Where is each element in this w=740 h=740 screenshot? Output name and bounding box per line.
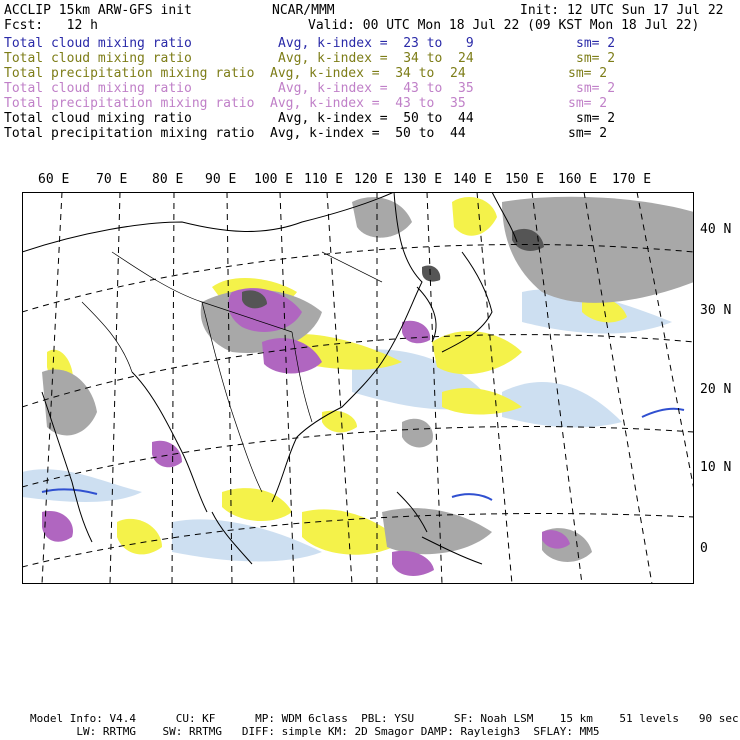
lat-label: 30 N xyxy=(700,303,732,318)
lon-label: 140 E xyxy=(453,172,493,187)
legend-field: Total precipitation mixing ratio xyxy=(4,96,255,111)
legend-field: Total cloud mixing ratio xyxy=(4,111,192,126)
lon-label: 170 E xyxy=(612,172,652,187)
legend-sm: sm= 2 xyxy=(568,126,608,141)
lon-label: 60 E xyxy=(38,172,70,187)
lat-label: 20 N xyxy=(700,382,732,397)
lon-label: 120 E xyxy=(354,172,394,187)
model-info-line1: Model Info: V4.4 CU: KF MP: WDM 6class PBL: YSU SF: Noah LSM 15 km 51 levels 90 sec xyxy=(30,712,739,725)
forecast-hour: Fcst: 12 h xyxy=(4,18,98,33)
lat-label: 0 xyxy=(700,541,708,556)
legend-sm: sm= 2 xyxy=(568,66,608,81)
legend-field: Total precipitation mixing ratio xyxy=(4,66,255,81)
center-label: NCAR/MMM xyxy=(272,3,335,18)
lon-label: 70 E xyxy=(96,172,128,187)
legend-avg: Avg, k-index = 23 to 9 xyxy=(278,36,474,51)
lon-label: 130 E xyxy=(403,172,443,187)
legend-sm: sm= 2 xyxy=(576,36,616,51)
legend-avg: Avg, k-index = 43 to 35 xyxy=(278,81,474,96)
lon-label: 160 E xyxy=(558,172,598,187)
lat-label: 40 N xyxy=(700,222,732,237)
legend-sm: sm= 2 xyxy=(576,51,616,66)
legend-field: Total cloud mixing ratio xyxy=(4,36,192,51)
legend-avg: Avg, k-index = 43 to 35 xyxy=(270,96,466,111)
lon-label: 80 E xyxy=(152,172,184,187)
legend-field: Total cloud mixing ratio xyxy=(4,51,192,66)
valid-time: Valid: 00 UTC Mon 18 Jul 22 (09 KST Mon 18 Jul 22) xyxy=(308,18,700,33)
legend-sm: sm= 2 xyxy=(568,96,608,111)
legend-field: Total cloud mixing ratio xyxy=(4,81,192,96)
forecast-map xyxy=(22,192,694,584)
legend-avg: Avg, k-index = 34 to 24 xyxy=(270,66,466,81)
legend-avg: Avg, k-index = 50 to 44 xyxy=(278,111,474,126)
model-info-line2: LW: RRTMG SW: RRTMG DIFF: simple KM: 2D Smagor DAMP: Rayleigh3 SFLAY: MM5 xyxy=(30,725,600,738)
legend-avg: Avg, k-index = 34 to 24 xyxy=(278,51,474,66)
lon-label: 90 E xyxy=(205,172,237,187)
lon-label: 110 E xyxy=(304,172,344,187)
lat-label: 10 N xyxy=(700,460,732,475)
model-title: ACCLIP 15km ARW-GFS init xyxy=(4,3,192,18)
legend-field: Total precipitation mixing ratio xyxy=(4,126,255,141)
legend-avg: Avg, k-index = 50 to 44 xyxy=(270,126,466,141)
legend-sm: sm= 2 xyxy=(576,111,616,126)
lon-label: 100 E xyxy=(254,172,294,187)
init-time: Init: 12 UTC Sun 17 Jul 22 xyxy=(520,3,724,18)
lon-label: 150 E xyxy=(505,172,545,187)
legend-sm: sm= 2 xyxy=(576,81,616,96)
